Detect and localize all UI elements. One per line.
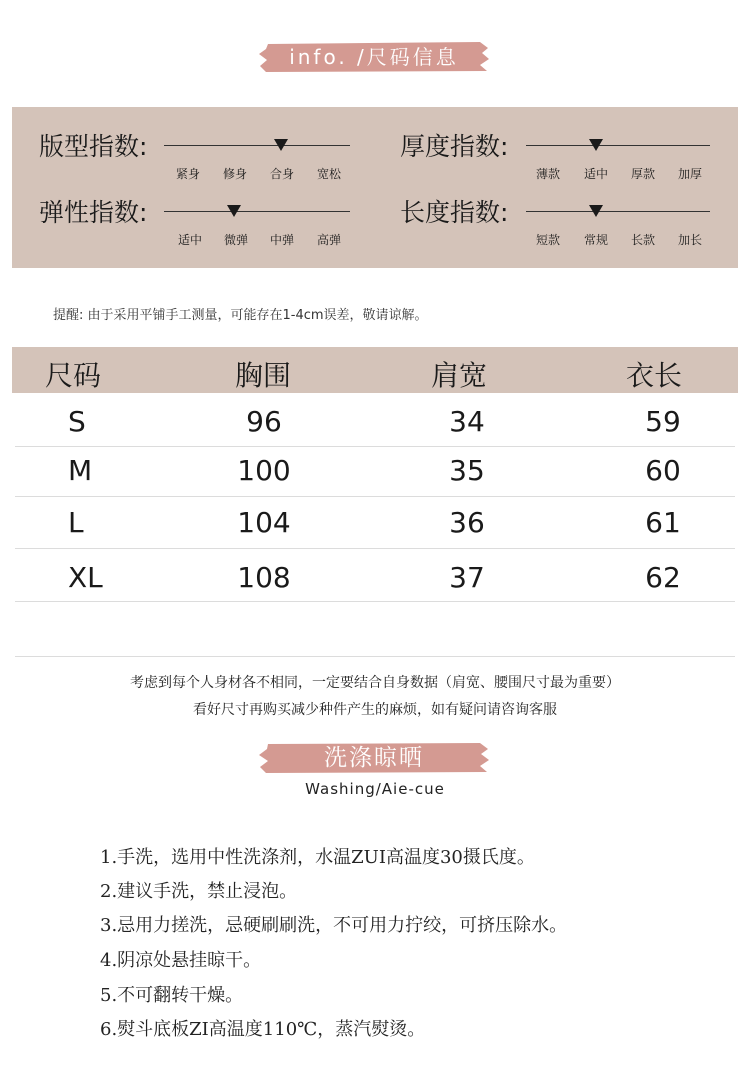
length-cell: 62: [645, 561, 681, 594]
washing-item: 1.手洗，选用中性洗涤剂，水温ZUI高温度30摄氏度。: [100, 847, 535, 868]
fit-index-marker-icon: [274, 139, 288, 151]
thickness-index-label: 厚度指数:: [400, 132, 509, 161]
size-cell: L: [68, 506, 84, 539]
length-cell: 60: [645, 454, 681, 487]
fit-index-line: [164, 145, 350, 146]
washing-item: 6.熨斗底板ZI高温度110℃，蒸汽熨烫。: [100, 1019, 426, 1040]
thickness-option: 适中: [583, 167, 608, 181]
length-index-line: [526, 211, 710, 212]
length-index-marker-icon: [589, 205, 603, 217]
elasticity-option: 适中: [177, 233, 202, 247]
chest-cell: 96: [246, 405, 282, 438]
table-row: [15, 549, 735, 602]
length-cell: 59: [645, 405, 681, 438]
info-banner: [258, 40, 490, 74]
washing-item: 3.忌用力搓洗，忌硬刷刷洗，不可用力拧绞，可挤压除水。: [100, 915, 568, 936]
divider: [15, 656, 735, 657]
length-option: 长款: [630, 233, 655, 247]
length-option: 短款: [535, 233, 560, 247]
elasticity-index-label: 弹性指数:: [39, 198, 148, 227]
info-banner-text: info. /尺码信息: [289, 45, 459, 69]
elasticity-option: 高弹: [316, 233, 341, 247]
washing-banner-text: 洗涤晾晒: [324, 745, 424, 771]
header-size: 尺码: [45, 359, 102, 392]
washing-subtitle: Washing/Aie-cue: [305, 780, 445, 798]
fit-option: 修身: [222, 167, 247, 181]
header-length: 衣长: [626, 359, 683, 392]
shoulder-cell: 37: [449, 561, 485, 594]
length-option: 常规: [583, 233, 608, 247]
thickness-option: 厚款: [630, 167, 655, 181]
shoulder-cell: 36: [449, 506, 485, 539]
washing-item: 5.不可翻转干燥。: [100, 985, 244, 1006]
measurement-note: 提醒: 由于采用平铺手工测量，可能存在1-4cm误差，敬请谅解。: [53, 308, 428, 323]
thickness-index-line: [526, 145, 710, 146]
elasticity-index-line: [164, 211, 350, 212]
size-cell: S: [68, 405, 86, 438]
washing-item: 4.阴凉处悬挂晾干。: [100, 950, 262, 971]
elasticity-index-marker-icon: [227, 205, 241, 217]
length-option: 加长: [677, 233, 702, 247]
table-row: [15, 447, 735, 497]
size-cell: XL: [68, 561, 103, 594]
elasticity-option: 微弹: [223, 233, 248, 247]
length-index-label: 长度指数:: [400, 198, 509, 227]
thickness-option: 加厚: [677, 167, 702, 181]
washing-item: 2.建议手洗，禁止浸泡。: [100, 881, 298, 902]
thickness-option: 薄款: [535, 167, 560, 181]
shoulder-cell: 34: [449, 405, 485, 438]
shoulder-cell: 35: [449, 454, 485, 487]
table-row: [15, 497, 735, 549]
thickness-index-marker-icon: [589, 139, 603, 151]
advice-line-1: 考虑到每个人身材各不相同，一定要结合自身数据（肩宽、腰围尺寸最为重要）: [130, 675, 620, 691]
header-chest: 胸围: [235, 359, 292, 392]
table-row: [15, 396, 735, 447]
chest-cell: 104: [237, 506, 291, 539]
washing-banner: [258, 741, 490, 775]
length-cell: 61: [645, 506, 681, 539]
chest-cell: 108: [237, 561, 291, 594]
chest-cell: 100: [237, 454, 291, 487]
advice-line-2: 看好尺寸再购买减少种件产生的麻烦，如有疑问请咨询客服: [193, 702, 557, 718]
fit-option: 紧身: [175, 167, 200, 181]
fit-index-label: 版型指数:: [39, 132, 148, 161]
fit-option: 合身: [269, 167, 294, 181]
fit-option: 宽松: [316, 167, 341, 181]
elasticity-option: 中弹: [269, 233, 294, 247]
size-table-header: [12, 347, 738, 393]
size-cell: M: [68, 454, 93, 487]
fit-index-panel: [12, 107, 738, 268]
header-shoulder: 肩宽: [431, 359, 488, 392]
